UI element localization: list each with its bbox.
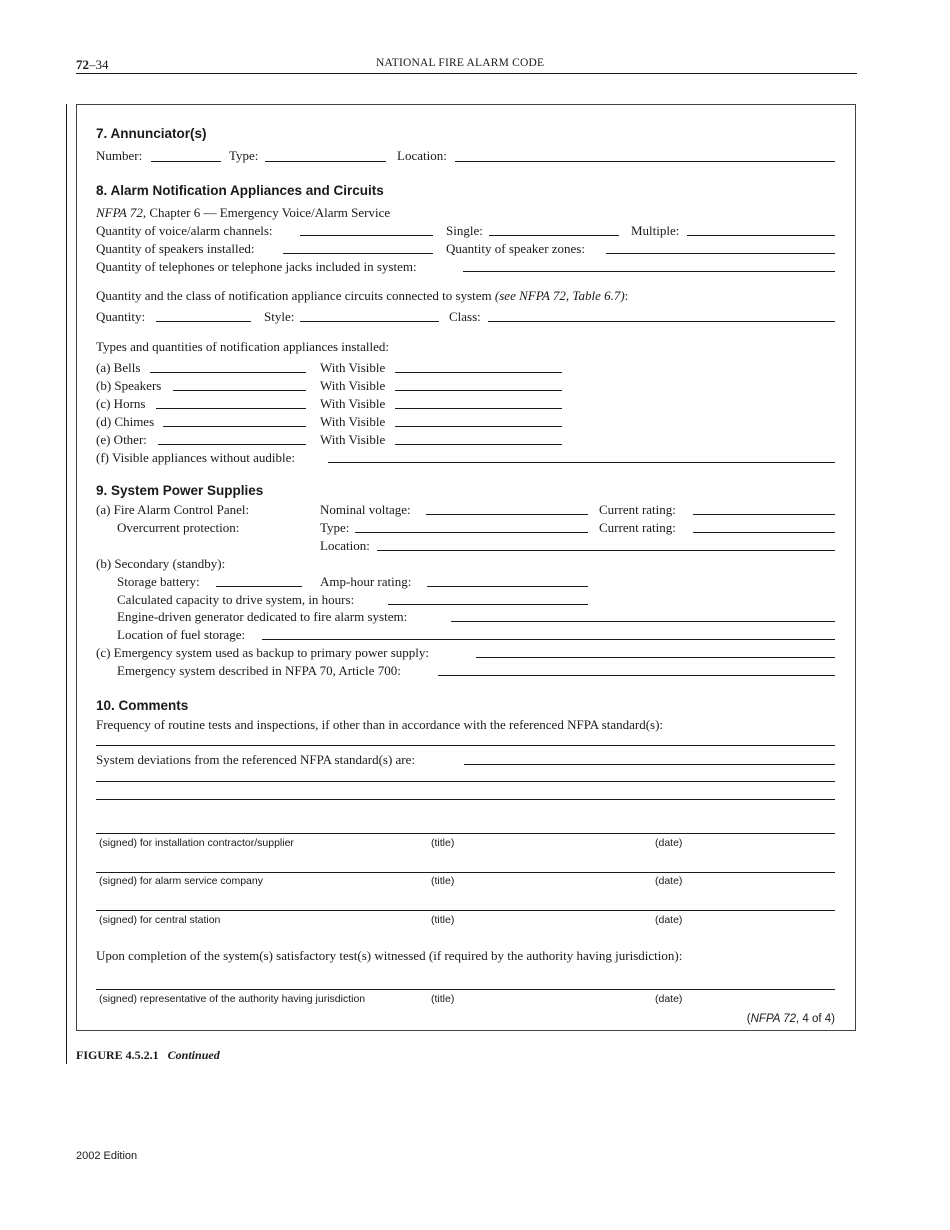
nfpa72-ref-rest: , Chapter 6 — Emergency Voice/Alarm Service — [142, 205, 391, 220]
appliance-bells-label: (a) Bells — [96, 360, 141, 375]
edition-footer: 2002 Edition — [76, 1150, 138, 1162]
appliance-other-field[interactable] — [158, 444, 306, 445]
fuel-storage-label: Location of fuel storage: — [117, 627, 246, 642]
chimes-visible-field[interactable] — [395, 426, 562, 427]
speakers-installed-field[interactable] — [283, 253, 433, 254]
deviations-label: System deviations from the referenced NFPA standard(s) are: — [96, 752, 416, 767]
other-visible-field[interactable] — [395, 444, 562, 445]
deviations-field-1[interactable] — [464, 764, 835, 765]
deviations-field-2[interactable] — [96, 781, 835, 782]
title-central-caption: (title) — [431, 914, 455, 926]
appliance-types-intro: Types and quantities of notification appliances installed: — [96, 339, 389, 354]
appliance-chimes-field[interactable] — [163, 426, 306, 427]
section-10-heading: 10. Comments — [96, 698, 189, 713]
speaker-zones-label: Quantity of speaker zones: — [446, 241, 585, 256]
running-title: NATIONAL FIRE ALARM CODE — [376, 57, 545, 69]
form-ref-rest: , 4 of 4) — [796, 1013, 835, 1025]
form-page-reference — [747, 1014, 835, 1026]
telephones-label: Quantity of telephones or telephone jacks included in system: — [96, 259, 417, 274]
circuit-style-field[interactable] — [300, 321, 439, 322]
frequency-label: Frequency of routine tests and inspections, if other than in accordance with the referenced NFPA standard(s): — [96, 717, 664, 732]
overcurrent-current-rating-field[interactable] — [693, 532, 835, 533]
overcurrent-type-field[interactable] — [355, 532, 588, 533]
speaker-zones-field[interactable] — [606, 253, 835, 254]
form-ref-italic: NFPA 72 — [750, 1013, 796, 1025]
figure-label: FIGURE 4.5.2.1 — [76, 1048, 159, 1062]
title-service-caption: (title) — [431, 875, 455, 887]
control-panel-label: (a) Fire Alarm Control Panel: — [96, 502, 250, 517]
witness-statement: Upon completion of the system(s) satisfactory test(s) witnessed (if required by the authority having jurisdiction): — [96, 948, 683, 963]
page-number-bold: 72 — [76, 57, 89, 72]
speakers-installed-label: Quantity of speakers installed: — [96, 241, 255, 256]
appliance-other-label: (e) Other: — [96, 432, 147, 447]
nominal-voltage-field[interactable] — [426, 514, 588, 515]
page-number-rest: –34 — [89, 57, 109, 72]
circuit-class-field[interactable] — [488, 321, 835, 322]
storage-battery-field[interactable] — [216, 586, 302, 587]
chimes-visible-label: With Visible — [320, 414, 386, 429]
speakers-visible-field[interactable] — [395, 390, 562, 391]
circuits-colon: : — [624, 288, 629, 303]
left-margin-rule — [66, 104, 67, 1064]
date-service-caption: (date) — [655, 875, 683, 887]
article-700-field[interactable] — [438, 675, 835, 676]
appliance-speakers-field[interactable] — [173, 390, 306, 391]
bells-visible-label: With Visible — [320, 360, 386, 375]
nominal-voltage-label: Nominal voltage: — [320, 502, 411, 517]
page-number — [76, 58, 109, 71]
overcurrent-location-label: Location: — [320, 538, 370, 553]
circuit-class-label: Class: — [449, 309, 481, 324]
deviations-field-3[interactable] — [96, 799, 835, 800]
panel-current-rating-field[interactable] — [693, 514, 835, 515]
title-ahj-caption: (title) — [431, 993, 455, 1005]
date-ahj-caption: (date) — [655, 993, 683, 1005]
circuit-style-label: Style: — [264, 309, 295, 324]
appliance-horns-field[interactable] — [156, 408, 306, 409]
frequency-field[interactable] — [96, 745, 835, 746]
section-8-heading: 8. Alarm Notification Appliances and Circuits — [96, 183, 384, 198]
storage-battery-label: Storage battery: — [117, 574, 200, 589]
amp-hour-field[interactable] — [427, 586, 588, 587]
signed-ahj-caption: (signed) representative of the authority having jurisdiction — [99, 993, 366, 1005]
single-field[interactable] — [489, 235, 619, 236]
single-label: Single: — [446, 223, 483, 238]
form-ref-open: ( — [746, 1013, 751, 1025]
figure-caption — [76, 1049, 220, 1061]
backup-supply-field[interactable] — [476, 657, 835, 658]
fuel-storage-field[interactable] — [262, 639, 835, 640]
generator-field[interactable] — [451, 621, 835, 622]
secondary-label: (b) Secondary (standby): — [96, 556, 226, 571]
article-700-label: Emergency system described in NFPA 70, Article 700: — [117, 663, 401, 678]
signature-line-central[interactable] — [96, 910, 835, 911]
overcurrent-current-rating-label: Current rating: — [599, 520, 676, 535]
section-8-reference — [96, 206, 390, 219]
overcurrent-location-field[interactable] — [377, 550, 835, 551]
horns-visible-field[interactable] — [395, 408, 562, 409]
capacity-field[interactable] — [388, 604, 588, 605]
annunciator-type-label: Type: — [229, 148, 259, 163]
overcurrent-label: Overcurrent protection: — [117, 520, 240, 535]
visible-only-field[interactable] — [328, 462, 835, 463]
telephones-field[interactable] — [463, 271, 835, 272]
panel-current-rating-label: Current rating: — [599, 502, 676, 517]
annunciator-location-field[interactable] — [455, 161, 835, 162]
signature-line-contractor[interactable] — [96, 833, 835, 834]
date-contractor-caption: (date) — [655, 837, 683, 849]
nfpa72-ref-italic: NFPA 72 — [96, 205, 143, 220]
signed-central-caption: (signed) for central station — [99, 914, 221, 926]
circuit-quantity-field[interactable] — [156, 321, 251, 322]
circuits-intro-text: Quantity and the class of notification appliance circuits connected to system — [96, 288, 495, 303]
figure-continued: Continued — [167, 1048, 220, 1062]
capacity-label: Calculated capacity to drive system, in hours: — [117, 592, 355, 607]
date-central-caption: (date) — [655, 914, 683, 926]
voice-channels-label: Quantity of voice/alarm channels: — [96, 223, 273, 238]
circuits-table-ref: (see NFPA 72, Table 6.7) — [494, 288, 625, 303]
section-9-heading: 9. System Power Supplies — [96, 483, 264, 498]
appliance-chimes-label: (d) Chimes — [96, 414, 155, 429]
section-7-heading: 7. Annunciator(s) — [96, 126, 207, 141]
horns-visible-label: With Visible — [320, 396, 386, 411]
other-visible-label: With Visible — [320, 432, 386, 447]
annunciator-type-field[interactable] — [265, 161, 386, 162]
circuits-intro — [96, 289, 628, 302]
header-rule — [76, 73, 857, 74]
annunciator-number-label: Number: — [96, 148, 143, 163]
multiple-label: Multiple: — [631, 223, 680, 238]
appliance-bells-field[interactable] — [150, 372, 306, 373]
annunciator-number-field[interactable] — [151, 161, 221, 162]
appliance-speakers-label: (b) Speakers — [96, 378, 162, 393]
speakers-visible-label: With Visible — [320, 378, 386, 393]
overcurrent-type-label: Type: — [320, 520, 350, 535]
generator-label: Engine-driven generator dedicated to fire alarm system: — [117, 609, 408, 624]
bells-visible-field[interactable] — [395, 372, 562, 373]
title-contractor-caption: (title) — [431, 837, 455, 849]
signed-service-caption: (signed) for alarm service company — [99, 875, 263, 887]
signed-contractor-caption: (signed) for installation contractor/supplier — [99, 837, 294, 849]
signature-line-ahj[interactable] — [96, 989, 835, 990]
circuit-quantity-label: Quantity: — [96, 309, 146, 324]
appliance-horns-label: (c) Horns — [96, 396, 146, 411]
annunciator-location-label: Location: — [397, 148, 447, 163]
backup-supply-label: (c) Emergency system used as backup to primary power supply: — [96, 645, 429, 660]
signature-line-service[interactable] — [96, 872, 835, 873]
voice-channels-field[interactable] — [300, 235, 433, 236]
amp-hour-label: Amp-hour rating: — [320, 574, 412, 589]
multiple-field[interactable] — [687, 235, 835, 236]
visible-only-label: (f) Visible appliances without audible: — [96, 450, 295, 465]
